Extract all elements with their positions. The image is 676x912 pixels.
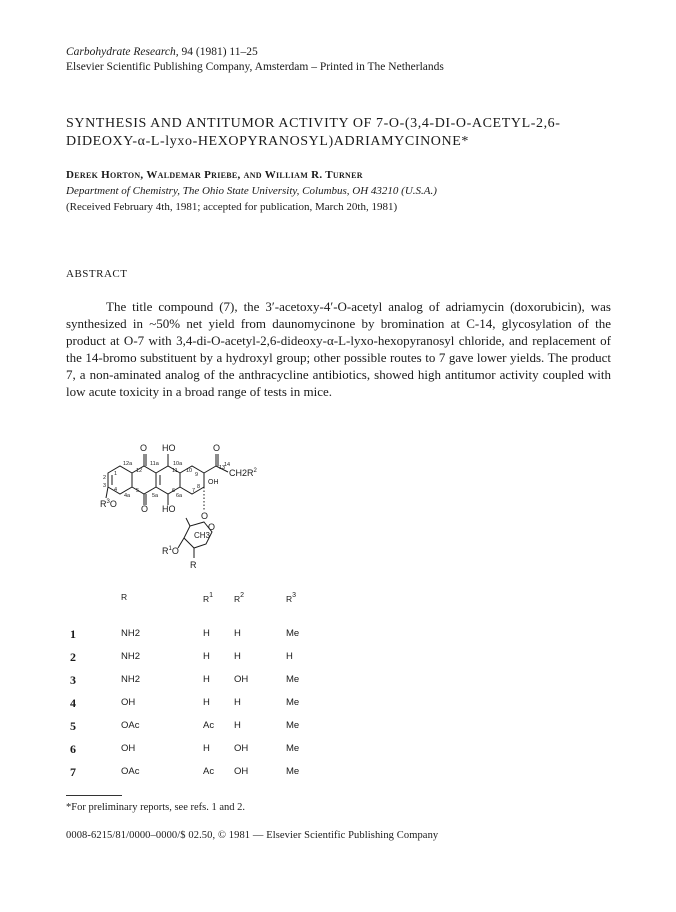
cell-r1: H [203,674,210,685]
label-ho-top: HO [162,443,176,453]
table-row [66,743,336,763]
received-dates: (Received February 4th, 1981; accepted for publication, March 20th, 1981) [66,201,398,213]
cell-r1: H [203,651,210,662]
label-r3-sup: 3 [106,499,110,505]
label-o-top-1: O [140,443,148,453]
cell-r2: OH [234,766,249,777]
col-header-r3-sup: 3 [292,592,297,599]
title-line-1: SYNTHESIS AND ANTITUMOR ACTIVITY OF 7-O-(3,4-DI-O-ACETYL-2,6- [66,116,561,131]
journal-citation: 94 (1981) 11–25 [181,46,258,58]
cell-r3: Me [286,674,300,685]
author-names: Derek Horton, Waldemar Priebe, and William R. Turner [66,169,363,181]
chemical-structure-diagram [100,440,320,580]
table-row [66,628,336,648]
cell-r: OH [121,697,136,708]
label-ring-o: O [208,522,216,532]
label-ch3: CH3 [194,531,211,540]
label-o-bottom: O [141,504,149,514]
pos-3: 3 [103,483,107,489]
pos-8: 8 [197,484,201,490]
col-header-r [121,592,127,602]
table-row [66,674,336,694]
pos-6a: 6a [176,493,183,499]
label-ch2r: CH2R [229,468,254,478]
col-header-r1-text: R [203,594,210,604]
label-oh: OH [208,479,219,486]
cell-r: OH [121,743,136,754]
pos-10: 10 [186,468,193,474]
cell-r: NH2 [121,674,141,685]
pos-1: 1 [114,471,118,477]
journal-header [66,45,444,75]
pos-4a: 4a [124,493,131,499]
compound-number: 3 [70,673,76,687]
col-header-r1-sup: 1 [209,592,214,599]
compound-number: 1 [70,627,76,641]
label-o-top-2: O [213,443,221,453]
label-r3: R [100,499,107,509]
title-line-2: DIDEOXY-α-L-lyxo-HEXOPYRANOSYL)ADRIAMYCINONE* [66,134,469,149]
cell-r: NH2 [121,628,141,639]
compound-number: 4 [70,696,76,710]
cell-r3: H [286,651,293,662]
compound-number: 7 [70,765,76,779]
author-block [66,167,437,215]
publisher-line: Elsevier Scientific Publishing Company, Amsterdam – Printed in The Netherlands [66,61,444,73]
pos-12: 12 [136,468,143,474]
label-ho-bottom: HO [162,504,176,514]
pos-5a: 5a [152,493,159,499]
footnote-rule [66,795,122,796]
cell-r: NH2 [121,651,141,662]
label-r1-o: O [171,546,179,556]
table-row [66,720,336,740]
pos-12a: 12a [123,461,133,467]
cell-r1: Ac [203,766,215,777]
journal-name: Carbohydrate Research, [66,46,179,58]
label-ch2r2 [229,468,258,478]
cell-r1: Ac [203,720,215,731]
table-header-row [66,588,326,608]
cell-r3: Me [286,766,300,777]
col-header-r1 [203,592,213,604]
cell-r2: OH [234,743,249,754]
pos-5: 5 [136,488,140,494]
table-row [66,651,336,671]
article-title [66,115,626,151]
pos-11a: 11a [150,461,159,467]
cell-r2: H [234,697,241,708]
cell-r2: H [234,628,241,639]
col-header-r2 [234,592,244,604]
compound-number: 5 [70,719,76,733]
label-r1o [162,546,179,556]
pos-6: 6 [172,488,176,494]
pos-10a: 10a [173,461,183,467]
footnote: *For preliminary reports, see refs. 1 and 2. [66,802,246,813]
table-row [66,766,336,786]
pos-9: 9 [195,472,199,478]
label-r1-sup: 1 [168,546,172,552]
cell-r3: Me [286,743,300,754]
pos-11: 11 [172,468,178,474]
label-r3-o: O [109,499,117,509]
label-r3o [100,499,117,509]
pos-2: 2 [103,475,107,481]
col-header-r3-text: R [286,594,293,604]
cell-r: OAc [121,720,140,731]
abstract-body [66,298,611,400]
cell-r3: Me [286,697,300,708]
pos-7: 7 [192,488,196,494]
abstract-heading: ABSTRACT [66,268,128,280]
cell-r1: H [203,697,210,708]
compound-number: 6 [70,742,76,756]
cell-r1: H [203,743,210,754]
cell-r: OAc [121,766,140,777]
col-header-r3 [286,592,296,604]
cell-r3: Me [286,628,300,639]
pos-13: 13 [219,465,226,471]
label-r: R [190,560,197,570]
cell-r2: H [234,651,241,662]
col-header-r-text: R [121,592,128,602]
cell-r2: OH [234,674,249,685]
pos-4: 4 [114,487,118,493]
label-o-link: O [201,511,209,521]
copyright-line: 0008-6215/81/0000–0000/$ 02.50, © 1981 — Elsevier Scientific Publishing Company [66,830,439,841]
cell-r2: H [234,720,241,731]
abstract-text: The title compound (7), the 3′-acetoxy-4′-O-acetyl analog of adriamycin (doxorubicin), was synthesized in ~50% net yield from daunomycinone by bromination at C-14, glycosylation of the product at O-7 with 3,4-di-O-acetyl-2,6-dideoxy-α-L-lyxo-hexopyranosyl chloride, and replacement of the 14-bromo substituent by a hydroxyl group; other possible routes to 7 gave lower yields. The product 7, a non-aminated analog of the anthracycline antibiotics, showed high antitumor activity coupled with low acute toxicity in a broad range of tests in mice. [66,299,611,399]
cell-r3: Me [286,720,300,731]
table-row [66,697,336,717]
col-header-r2-text: R [234,594,241,604]
label-ch2r-sup: 2 [253,468,257,474]
label-r1: R [162,546,169,556]
col-header-r2-sup: 2 [240,592,245,599]
cell-r1: H [203,628,210,639]
compound-number: 2 [70,650,76,664]
pos-14: 14 [224,462,231,468]
author-affiliation: Department of Chemistry, The Ohio State University, Columbus, OH 43210 (U.S.A.) [66,185,437,197]
